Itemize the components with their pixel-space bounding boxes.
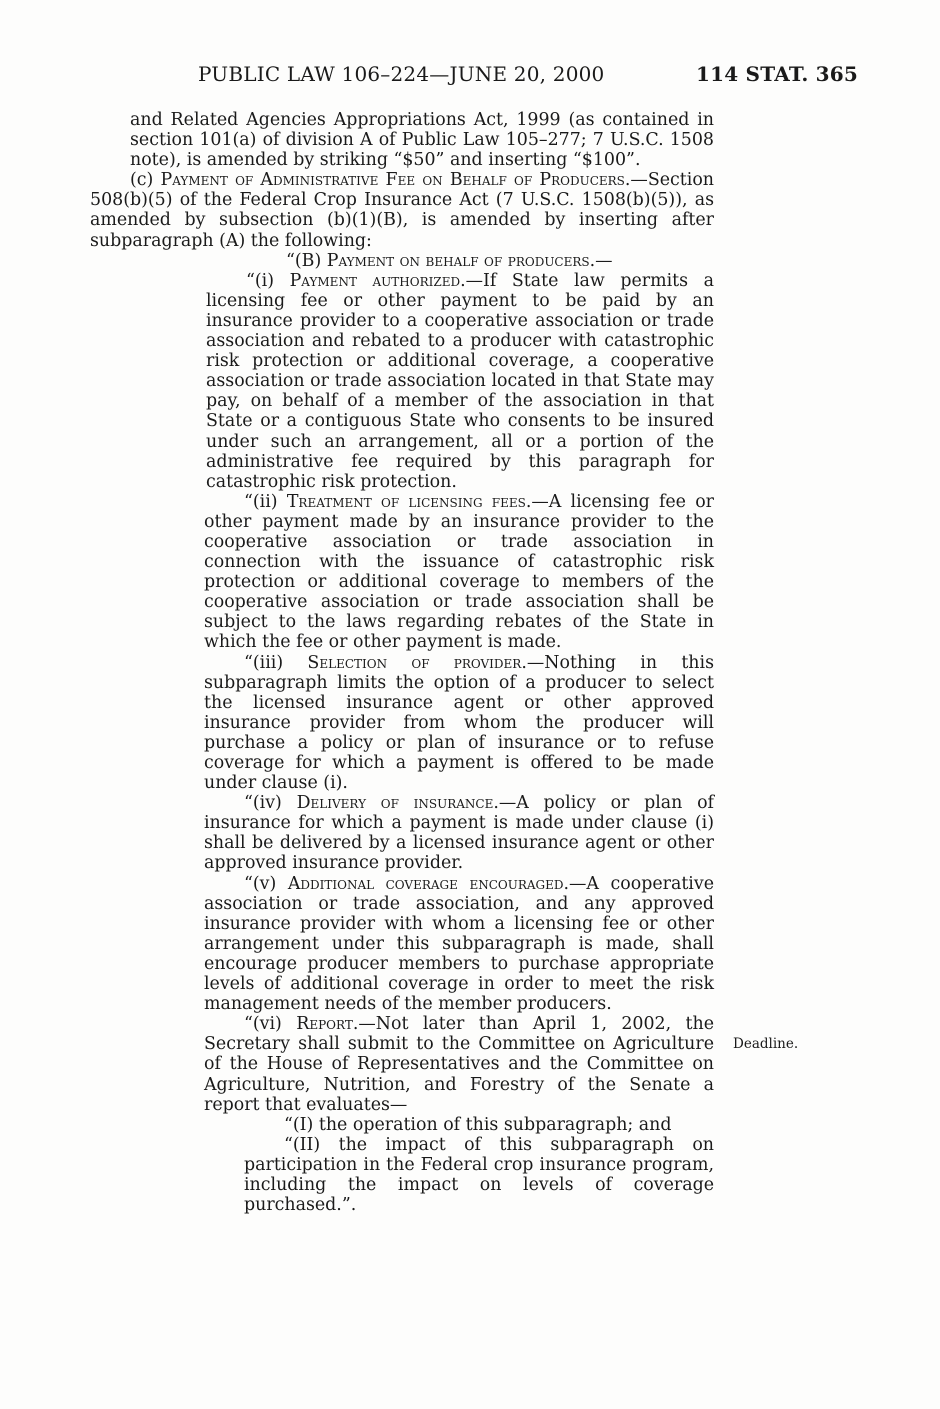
clause-vi-heading: Report xyxy=(296,1014,353,1035)
margin-note-deadline: Deadline. xyxy=(733,1036,799,1052)
document-body xyxy=(90,110,714,1215)
clause-v-heading: Additional coverage encouraged xyxy=(287,873,564,894)
clause-ii-heading: Treatment of licensing fees xyxy=(286,491,526,512)
subparagraph-b-heading: Payment on behalf of producers xyxy=(326,250,590,271)
clause-v: “(v) Additional coverage encouraged.—A cooperative association or trade association, and any approved insurance provider with whom a licensing fee or other arrangement under this subparagraph is made, shall encourage producer members to purchase appropriate levels of additional coverage in order to meet the risk management needs of the member producers. xyxy=(204,873,714,1015)
subclause-II: “(II) the impact of this subparagraph on participation in the Federal crop insurance program, including the impact on levels of coverage purchased.”. xyxy=(244,1134,714,1216)
clause-iv: “(iv) Delivery of insurance.—A policy or plan of insurance for which a payment is made under clause (i) shall be delivered by a licensed insurance agent or other approved insurance provider. xyxy=(204,793,714,874)
subsection-c-heading: Payment of Administrative Fee on Behalf of Producers xyxy=(160,170,625,191)
header-public-law: PUBLIC LAW 106–224—JUNE 20, 2000 xyxy=(198,62,605,86)
clause-iii-heading: Selection of provider xyxy=(307,652,522,673)
clause-vi: “(vi) Report.—Not later than April 1, 2002, the Secretary shall submit to the Committee on Agriculture of the House of Representatives and the Committee on Agriculture, Nutrition, and Forestry of the Senate a report that evaluates— xyxy=(204,1014,715,1115)
clause-ii: “(ii) Treatment of licensing fees.—A licensing fee or other payment made by an insurance provider to the cooperative association or trade association in connection with the issuance of catastrophic risk protection or additional coverage to members of the cooperative association or trade association shall be subject to the laws regarding rebates of the State in which the fee or other payment is made. xyxy=(204,491,714,653)
subparagraph-b: “(B) Payment on behalf of producers.— xyxy=(286,250,613,271)
header-statute-page: 114 STAT. 365 xyxy=(696,62,858,86)
clause-iv-heading: Delivery of insurance xyxy=(296,793,494,814)
clause-iii: “(iii) Selection of provider.—Nothing in this subparagraph limits the option of a producer to select the licensed insurance agent or other approved insurance provider from whom the producer will purchase a policy or plan of insurance or to refuse coverage for which a payment is offered to be made under clause (i). xyxy=(204,652,714,794)
clause-i-heading: Payment authorized xyxy=(289,270,461,291)
subclause-I: “(I) the operation of this subparagraph; and xyxy=(284,1114,672,1135)
clause-i: “(i) Payment authorized.—If State law permits a licensing fee or other payment to be paid by an insurance provider to a cooperative association or trade association and rebated to a producer with catastrophic risk protection or additional coverage, a cooperative association or trade association located in that State may pay, on behalf of a member of the association in that State or a contiguous State who consents to be insured under such an arrangement, all or a portion of the administrative fee required by this paragraph for catastrophic risk protection. xyxy=(206,270,714,492)
subsection-c: (c) Payment of Administrative Fee on Behalf of Producers.—Section 508(b)(5) of the Federal Crop Insurance Act (7 U.S.C. 1508(b)(5)), as amended by subsection (b)(1)(B), is amended by inserting after subparagraph (A) the following: xyxy=(90,170,714,251)
paragraph-continuation: and Related Agencies Appropriations Act, 1999 (as contained in section 101(a) of division A of Public Law 105–277; 7 U.S.C. 1508 note), is amended by striking “$50” and inserting “$100”. xyxy=(130,110,714,171)
